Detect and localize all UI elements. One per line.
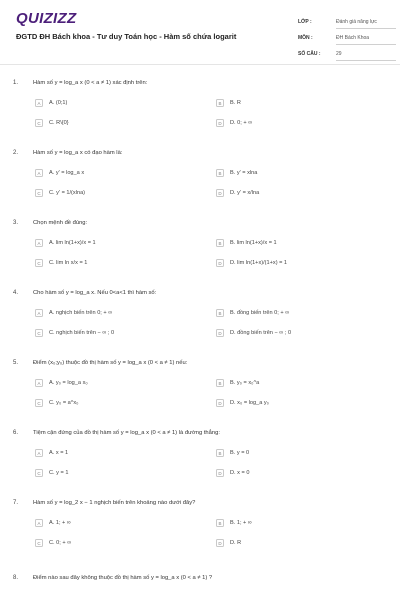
option-text: C. 0; + ∞: [49, 540, 72, 546]
option-text: C. nghịch biến trên − ∞ ; 0: [49, 330, 115, 336]
quizizz-logo: QUIZIZZ: [16, 10, 77, 27]
answer-option[interactable]: [35, 308, 112, 318]
meta-row-count: [298, 46, 396, 62]
worksheet-meta: [298, 14, 396, 62]
option-text: C. y = 1: [49, 470, 69, 476]
option-letter-box: C: [35, 399, 43, 407]
option-letter-box: D: [216, 399, 224, 407]
option-letter-box: A: [35, 379, 43, 387]
answer-option[interactable]: [35, 378, 88, 388]
question-number: 8.: [13, 575, 19, 581]
answer-option[interactable]: [216, 398, 269, 408]
option-text: D. x = 0: [230, 470, 250, 476]
option-letter-box: D: [216, 259, 224, 267]
answer-option[interactable]: [216, 238, 277, 248]
answer-option[interactable]: [35, 188, 85, 198]
option-text: A. nghịch biến trên 0; + ∞: [49, 310, 113, 316]
option-letter-box: C: [35, 539, 43, 547]
option-text: D. 0; + ∞: [230, 120, 253, 126]
option-letter-box: C: [35, 329, 43, 337]
question-number: 5.: [13, 360, 19, 366]
option-letter-box: B: [216, 239, 224, 247]
answer-option[interactable]: [216, 378, 259, 388]
option-text: C. y₀ = a^x₀: [49, 400, 79, 406]
option-text: B. đồng biến trên 0; + ∞: [230, 310, 290, 316]
option-letter-box: A: [35, 239, 43, 247]
question-text: Điểm (x₀;y₀) thuộc đồ thị hàm số y = log_a x (0 < a ≠ 1) nếu:: [33, 360, 188, 366]
question-number: 2.: [13, 150, 19, 156]
option-text: A. (0;1): [49, 100, 68, 106]
option-letter-box: A: [35, 309, 43, 317]
question-number: 6.: [13, 430, 19, 436]
option-letter-box: D: [216, 119, 224, 127]
meta-value: Đánh giá năng lực: [336, 16, 396, 29]
option-text: B. y₀ = x₀^a: [230, 380, 260, 386]
answer-option[interactable]: [35, 468, 68, 478]
question-text: Điểm nào sau đây không thuộc đồ thị hàm số y = log_a x (0 < a ≠ 1) ?: [33, 575, 213, 581]
option-text: B. y' = xlna: [230, 170, 258, 176]
answer-option[interactable]: [35, 328, 114, 338]
answer-option[interactable]: [216, 118, 252, 128]
option-text: D. R: [230, 540, 242, 546]
option-text: C. R\{0}: [49, 120, 69, 126]
option-text: C. lim ln x/x = 1: [49, 260, 88, 266]
option-text: A. y₀ = log_a x₀: [49, 380, 88, 386]
option-text: B. lim ln(1+x)/x = 1: [230, 240, 277, 246]
worksheet-title: ĐGTD ĐH Bách khoa - Tư duy Toán học - Hàm số chứa logarit: [16, 32, 237, 41]
answer-option[interactable]: [35, 168, 84, 178]
option-letter-box: C: [35, 119, 43, 127]
answer-option[interactable]: [216, 98, 241, 108]
option-text: D. lim ln(1+x)/(1+x) = 1: [230, 260, 288, 266]
answer-option[interactable]: [35, 518, 71, 528]
option-text: A. y' = log_a x: [49, 170, 85, 176]
option-letter-box: A: [35, 99, 43, 107]
answer-option[interactable]: [216, 518, 252, 528]
answer-option[interactable]: [35, 398, 79, 408]
option-text: A. x = 1: [49, 450, 69, 456]
option-letter-box: D: [216, 189, 224, 197]
option-letter-box: B: [216, 519, 224, 527]
answer-option[interactable]: [216, 468, 249, 478]
question-number: 3.: [13, 220, 19, 226]
option-letter-box: D: [216, 329, 224, 337]
option-letter-box: C: [35, 189, 43, 197]
option-text: D. y' = x/lna: [230, 190, 260, 196]
option-letter-box: B: [216, 379, 224, 387]
option-letter-box: B: [216, 449, 224, 457]
option-text: B. 1; + ∞: [230, 520, 252, 526]
question-text: Hàm số y = log_2 x − 1 nghịch biến trên khoảng nào dưới đây?: [33, 500, 196, 506]
question-text: Tiệm cận đứng của đồ thị hàm số y = log_a x (0 < a ≠ 1) là đường thẳng:: [33, 430, 220, 436]
meta-value: ĐH Bách Khoa: [336, 32, 396, 45]
answer-option[interactable]: [35, 538, 71, 548]
option-text: D. x₀ = log_a y₀: [230, 400, 270, 406]
option-letter-box: A: [35, 449, 43, 457]
option-letter-box: D: [216, 539, 224, 547]
answer-option[interactable]: [35, 118, 69, 128]
meta-label: LỚP :: [298, 19, 312, 25]
question-number: 7.: [13, 500, 19, 506]
answer-option[interactable]: [35, 448, 68, 458]
header-divider: [0, 64, 400, 65]
answer-option[interactable]: [35, 98, 67, 108]
option-text: A. lim ln(1+x)/x = 1: [49, 240, 96, 246]
answer-option[interactable]: [35, 258, 87, 268]
meta-row-subject: [298, 30, 396, 46]
answer-option[interactable]: [216, 258, 287, 268]
answer-option[interactable]: [216, 188, 259, 198]
option-text: B. y = 0: [230, 450, 250, 456]
answer-option[interactable]: [216, 308, 289, 318]
option-text: A. 1; + ∞: [49, 520, 71, 526]
answer-option[interactable]: [216, 168, 257, 178]
answer-option[interactable]: [216, 538, 241, 548]
question-number: 4.: [13, 290, 19, 296]
question-text: Hàm số y = log_a x có đạo hàm là:: [33, 150, 123, 156]
option-letter-box: B: [216, 309, 224, 317]
meta-label: SỐ CÂU :: [298, 51, 321, 57]
meta-label: MÔN :: [298, 35, 313, 41]
option-text: D. đồng biến trên − ∞ ; 0: [230, 330, 292, 336]
question-text: Chọn mệnh đề đúng:: [33, 220, 88, 226]
option-letter-box: C: [35, 259, 43, 267]
answer-option[interactable]: [216, 448, 249, 458]
question-number: 1.: [13, 80, 19, 86]
option-letter-box: B: [216, 99, 224, 107]
option-letter-box: B: [216, 169, 224, 177]
option-letter-box: C: [35, 469, 43, 477]
option-letter-box: D: [216, 469, 224, 477]
meta-value: 29: [336, 48, 396, 61]
option-letter-box: A: [35, 169, 43, 177]
option-letter-box: A: [35, 519, 43, 527]
answer-option[interactable]: [35, 238, 96, 248]
option-text: C. y' = 1/(xlna): [49, 190, 86, 196]
answer-option[interactable]: [216, 328, 291, 338]
worksheet-header: [0, 0, 400, 62]
option-text: B. R: [230, 100, 241, 106]
question-text: Cho hàm số y = log_a x. Nếu 0<a<1 thì hàm số:: [33, 290, 157, 296]
meta-row-class: [298, 14, 396, 30]
question-text: Hàm số y = log_a x (0 < a ≠ 1) xác định trên:: [33, 80, 148, 86]
